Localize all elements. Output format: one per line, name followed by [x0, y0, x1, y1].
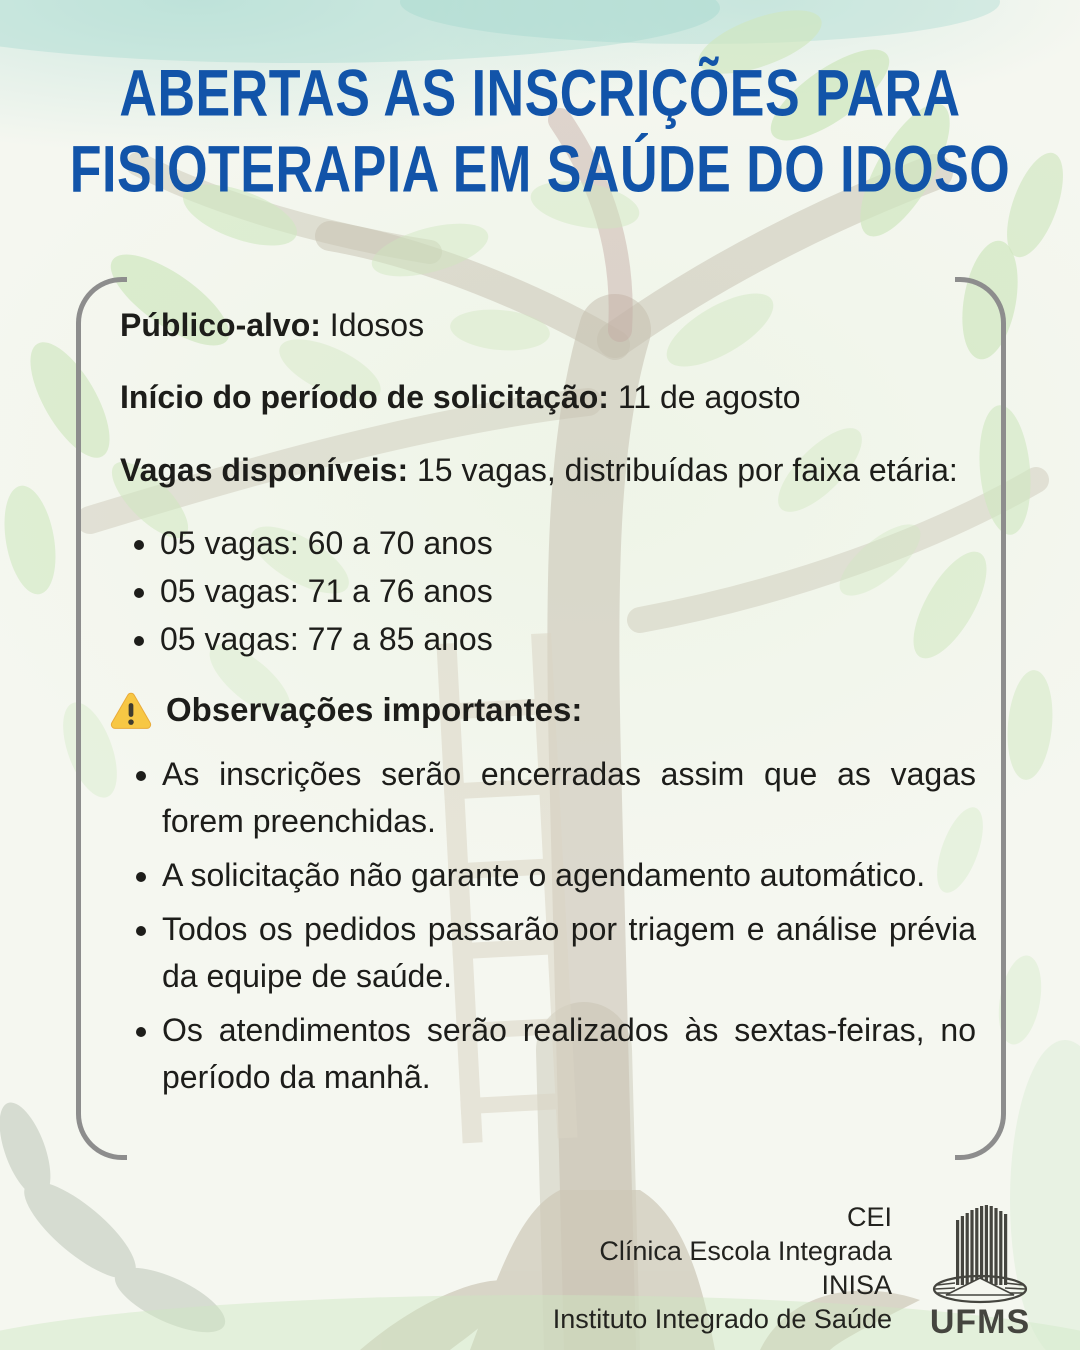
vacancies-line [120, 447, 976, 493]
vacancy-list [120, 519, 976, 663]
start-period-value: 11 de agosto [617, 379, 801, 416]
note-item-3: • Todos os pedidos passarão por triagem e análise prévia da equipe de saúde. [162, 906, 976, 1000]
institution-line-cei: CEI [846, 1202, 892, 1232]
warning-icon [110, 691, 152, 729]
ufms-monument-icon [920, 1190, 1040, 1342]
vacancy-item-1: • 05 vagas: 60 a 70 anos [160, 519, 976, 567]
target-audience-line [120, 302, 976, 348]
start-period-label: Início do período de solicitação: [120, 379, 609, 416]
target-audience-label: Público-alvo: [120, 307, 321, 343]
start-period-line [120, 374, 976, 420]
content-area [120, 302, 976, 1108]
note-item-2: • A solicitação não garante o agendamento automático. [162, 852, 976, 899]
vacancies-value: 15 vagas, distribuídas por faixa etária: [417, 451, 958, 488]
note-item-4: • Os atendimentos serão realizados às sextas-feiras, no período da manhã. [162, 1007, 976, 1101]
institution-line-inisa: INISA [821, 1270, 892, 1300]
title-line-2: FISIOTERAPIA EM SAÚDE DO IDOSO [69, 133, 1011, 207]
institution-line-instituto: Instituto Integrado de Saúde [552, 1304, 892, 1334]
institution-line-clinica: Clínica Escola Integrada [599, 1236, 892, 1266]
important-notes-heading [110, 691, 976, 729]
title-line-1: ABERTAS AS INSCRIÇÕES PARA [119, 57, 961, 131]
poster-title [0, 56, 1080, 208]
target-audience-value: Idosos [329, 307, 425, 343]
important-notes-heading-text: Observações importantes: [166, 691, 583, 729]
notes-list [120, 751, 976, 1101]
vacancy-item-3: • 05 vagas: 77 a 85 anos [160, 615, 976, 663]
note-item-1: • As inscrições serão encerradas assim que as vagas forem preenchidas. [162, 751, 976, 845]
ufms-logo-text: UFMS [929, 1303, 1031, 1341]
vacancies-label: Vagas disponíveis: [120, 451, 409, 488]
institution-block [553, 1200, 892, 1336]
vacancy-item-2: • 05 vagas: 71 a 76 anos [160, 567, 976, 615]
